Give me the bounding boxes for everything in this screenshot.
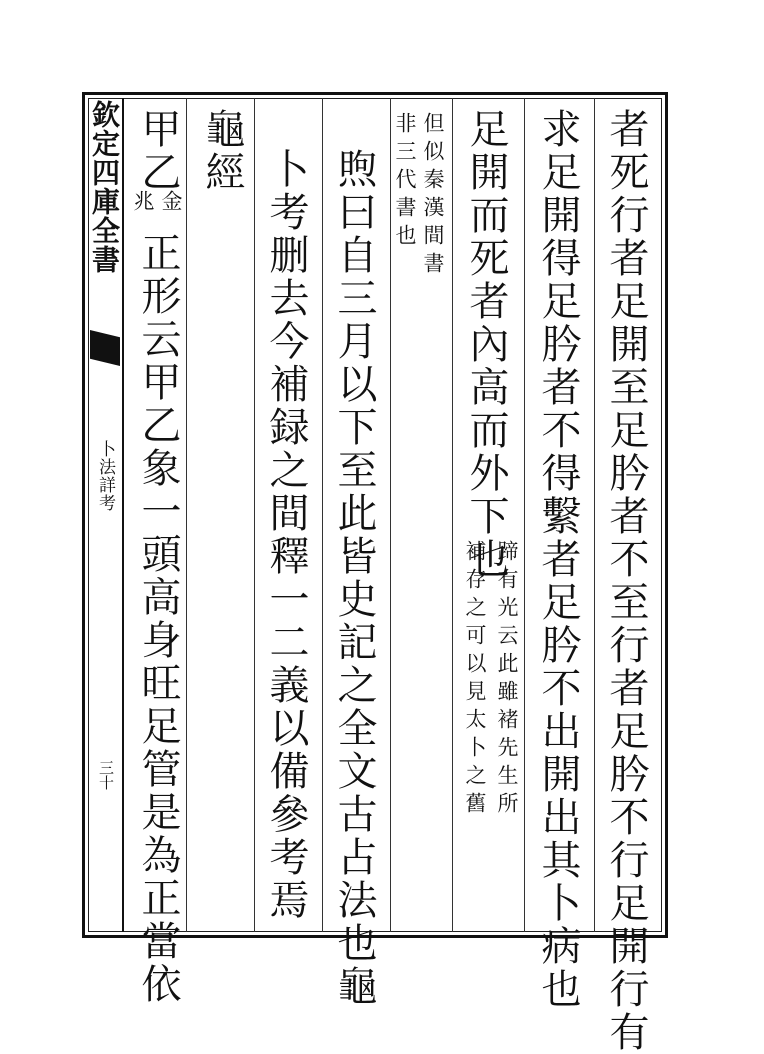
note-column-3-right: 蹄有光云此雖褚先生所 xyxy=(495,540,519,820)
section-heading-guijing: 龜經 xyxy=(199,108,245,194)
text-column-2: 求足開得足肣者不得繫者足肣不出開出其卜病也 xyxy=(535,108,581,1011)
text-column-3: 足開而死者內高而外下也 xyxy=(463,108,509,581)
column-rule xyxy=(322,98,323,932)
note-column-8-right: 金 xyxy=(159,190,183,218)
note-column-4-left: 非三代書也 xyxy=(393,112,417,252)
column-rule xyxy=(186,98,187,932)
text-column-1: 者死行者足開至足肣者不至行者足肣不行足開行有 xyxy=(603,108,649,1054)
text-column-6: 卜考删去今補録之間釋一二義以備參考焉 xyxy=(263,148,309,922)
column-rule xyxy=(390,98,391,932)
note-column-3-left: 補存之可以見太卜之舊 xyxy=(463,540,487,820)
margin-title: 欽定四庫全書 xyxy=(88,100,121,274)
text-column-5: 煦曰自三月以下至此皆史記之全文古占法也龜 xyxy=(331,148,377,1008)
text-column-8-head: 甲乙 xyxy=(135,108,181,194)
column-rule xyxy=(524,98,525,932)
note-column-8-left: 兆 xyxy=(131,190,155,218)
column-rule xyxy=(452,98,453,932)
text-column-8: 正形云甲乙象一頭高身旺足管是為正當依 xyxy=(135,232,181,1006)
note-column-4-right: 但似秦漢間書 xyxy=(421,112,445,280)
column-rule xyxy=(254,98,255,932)
margin-page-number: 三十 xyxy=(97,760,115,790)
column-rule xyxy=(594,98,595,932)
margin-section-title: 卜法詳考 xyxy=(95,440,115,512)
